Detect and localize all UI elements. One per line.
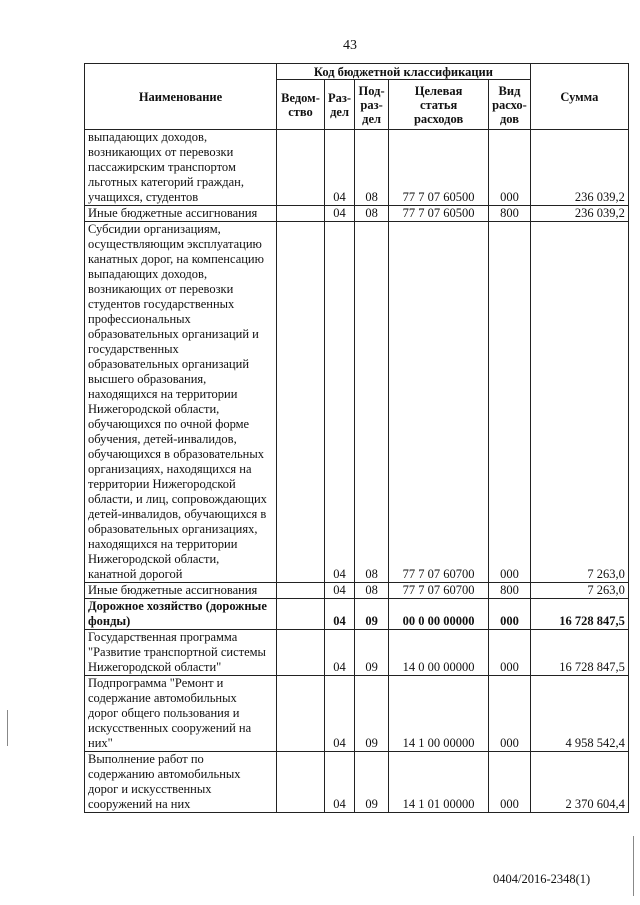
header-celevaya: Целевая статья расходов: [389, 80, 489, 130]
page-number: 43: [343, 38, 357, 53]
table-row: [85, 599, 629, 630]
row-name: Иные бюджетные ассигнования: [85, 583, 277, 599]
row-summa: 16 728 847,5: [530, 599, 628, 630]
table-row: [85, 206, 629, 222]
row-name: Подпрограмма "Ремонт и содержание автомобильных дорог общего пользования и искусственных сооружений на них": [85, 676, 277, 752]
row-vedomstvo: [277, 130, 325, 206]
row-vedomstvo: [277, 676, 325, 752]
row-razdel: 04: [325, 630, 355, 676]
row-celevaya: 77 7 07 60700: [389, 583, 489, 599]
row-celevaya: 77 7 07 60500: [389, 206, 489, 222]
row-podrazdel: 08: [355, 206, 389, 222]
row-summa: 2 370 604,4: [530, 752, 628, 813]
row-celevaya: 14 1 00 00000: [389, 676, 489, 752]
row-celevaya: 77 7 07 60500: [389, 130, 489, 206]
header-razdel: Раз- дел: [325, 80, 355, 130]
row-vedomstvo: [277, 599, 325, 630]
row-celevaya: 14 0 00 00000: [389, 630, 489, 676]
budget-table: [84, 63, 629, 813]
row-name: Государственная программа "Развитие транспортной системы Нижегородской области": [85, 630, 277, 676]
row-name: Дорожное хозяйство (дорожные фонды): [85, 599, 277, 630]
row-vedomstvo: [277, 222, 325, 583]
row-celevaya: 77 7 07 60700: [389, 222, 489, 583]
header-name: Наименование: [85, 64, 277, 130]
row-vedomstvo: [277, 752, 325, 813]
row-razdel: 04: [325, 583, 355, 599]
row-podrazdel: 09: [355, 752, 389, 813]
row-celevaya: 14 1 01 00000: [389, 752, 489, 813]
row-name: Субсидии организациям, осуществляющим эксплуатацию канатных дорог, на компенсацию выпадающих доходов, возникающих от перевозки студентов государственных профессиональных образовательных организаций и государственных образовательных организаций высшего образования, находящихся на территории Нижегородской области, обучающихся по очной форме обучения, детей-инвалидов, обучающихся в образовательных организациях, находящихся на территории Нижегородской области, и лиц, сопровождающих детей-инвалидов, обучающихся в образовательных организациях, находящихся на территории Нижегородской области, канатной дорогой: [85, 222, 277, 583]
row-vid: 000: [489, 630, 531, 676]
row-celevaya: 00 0 00 00000: [389, 599, 489, 630]
table-row: [85, 583, 629, 599]
row-podrazdel: 08: [355, 583, 389, 599]
row-vid: 000: [489, 599, 531, 630]
margin-mark-left: [7, 710, 8, 746]
document-code: 0404/2016-2348(1): [493, 872, 591, 886]
table-row: [85, 630, 629, 676]
row-vedomstvo: [277, 206, 325, 222]
header-classification-group: Код бюджетной классификации: [277, 64, 531, 80]
row-vid: 000: [489, 676, 531, 752]
row-summa: 236 039,2: [530, 206, 628, 222]
row-name: Иные бюджетные ассигнования: [85, 206, 277, 222]
table-row: [85, 676, 629, 752]
row-vedomstvo: [277, 630, 325, 676]
row-vid: 800: [489, 583, 531, 599]
row-summa: 7 263,0: [530, 222, 628, 583]
row-razdel: 04: [325, 222, 355, 583]
row-razdel: 04: [325, 676, 355, 752]
row-razdel: 04: [325, 206, 355, 222]
row-podrazdel: 09: [355, 676, 389, 752]
table-body: [85, 130, 629, 813]
row-vid: 000: [489, 752, 531, 813]
row-summa: 16 728 847,5: [530, 630, 628, 676]
row-summa: 236 039,2: [530, 130, 628, 206]
margin-mark-right: [633, 836, 634, 896]
row-razdel: 04: [325, 752, 355, 813]
row-vid: 800: [489, 206, 531, 222]
row-summa: 4 958 542,4: [530, 676, 628, 752]
row-razdel: 04: [325, 599, 355, 630]
row-name: выпадающих доходов, возникающих от перевозки пассажирским транспортом льготных категорий граждан, учащихся, студентов: [85, 130, 277, 206]
row-podrazdel: 09: [355, 599, 389, 630]
row-podrazdel: 08: [355, 130, 389, 206]
row-razdel: 04: [325, 130, 355, 206]
header-vedomstvo: Ведом- ство: [277, 80, 325, 130]
header-summa: Сумма: [530, 64, 628, 130]
row-podrazdel: 09: [355, 630, 389, 676]
row-vid: 000: [489, 130, 531, 206]
table-row: [85, 752, 629, 813]
header-vid: Вид расхо- дов: [489, 80, 531, 130]
row-vid: 000: [489, 222, 531, 583]
row-vedomstvo: [277, 583, 325, 599]
table-row: [85, 222, 629, 583]
header-podrazdel: Под- раз- дел: [355, 80, 389, 130]
row-name: Выполнение работ по содержанию автомобильных дорог и искусственных сооружений на них: [85, 752, 277, 813]
table-row: [85, 130, 629, 206]
row-podrazdel: 08: [355, 222, 389, 583]
row-summa: 7 263,0: [530, 583, 628, 599]
